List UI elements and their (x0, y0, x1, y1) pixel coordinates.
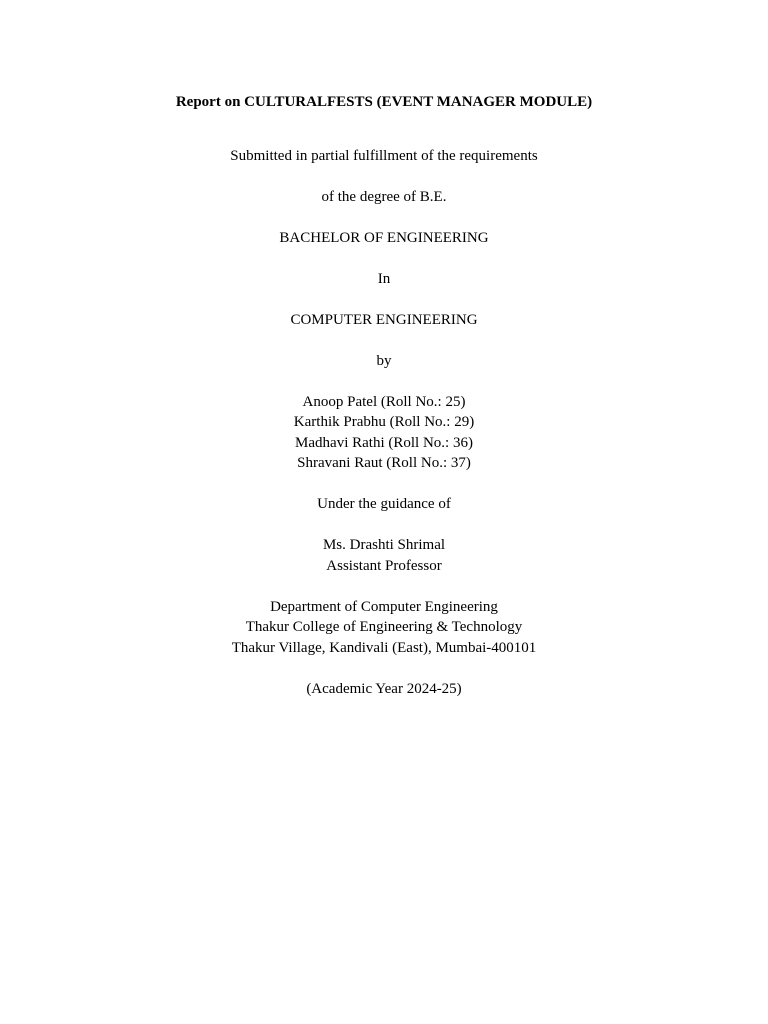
by-label: by (376, 353, 392, 369)
report-title-subject: CULTURALFESTS (EVENT MANAGER MODULE) (244, 94, 593, 110)
student-name: Karthik Prabhu (Roll No.: 29) (293, 414, 475, 430)
student-name: Madhavi Rathi (Roll No.: 36) (295, 435, 473, 451)
academic-year: (Academic Year 2024-25) (306, 681, 462, 697)
report-title-prefix: Report on (175, 94, 245, 110)
degree-in: In (377, 271, 391, 287)
student-name: Shravani Raut (Roll No.: 37) (297, 455, 471, 471)
guide-name: Ms. Drashti Shrimal (322, 537, 446, 553)
college-address: Thakur Village, Kandivali (East), Mumbai-400101 (231, 640, 537, 656)
department-name: Department of Computer Engineering (270, 599, 498, 615)
degree-name: BACHELOR OF ENGINEERING (279, 230, 489, 246)
college-name: Thakur College of Engineering & Technology (245, 619, 523, 635)
submission-line-1: Submitted in partial fulfillment of the requirements (230, 148, 538, 164)
guide-designation: Assistant Professor (326, 558, 442, 574)
guidance-intro: Under the guidance of (317, 496, 451, 512)
student-name: Anoop Patel (Roll No.: 25) (302, 394, 466, 410)
degree-branch: COMPUTER ENGINEERING (290, 312, 478, 328)
report-title (0, 92, 768, 112)
submission-line-2: of the degree of B.E. (321, 189, 447, 205)
